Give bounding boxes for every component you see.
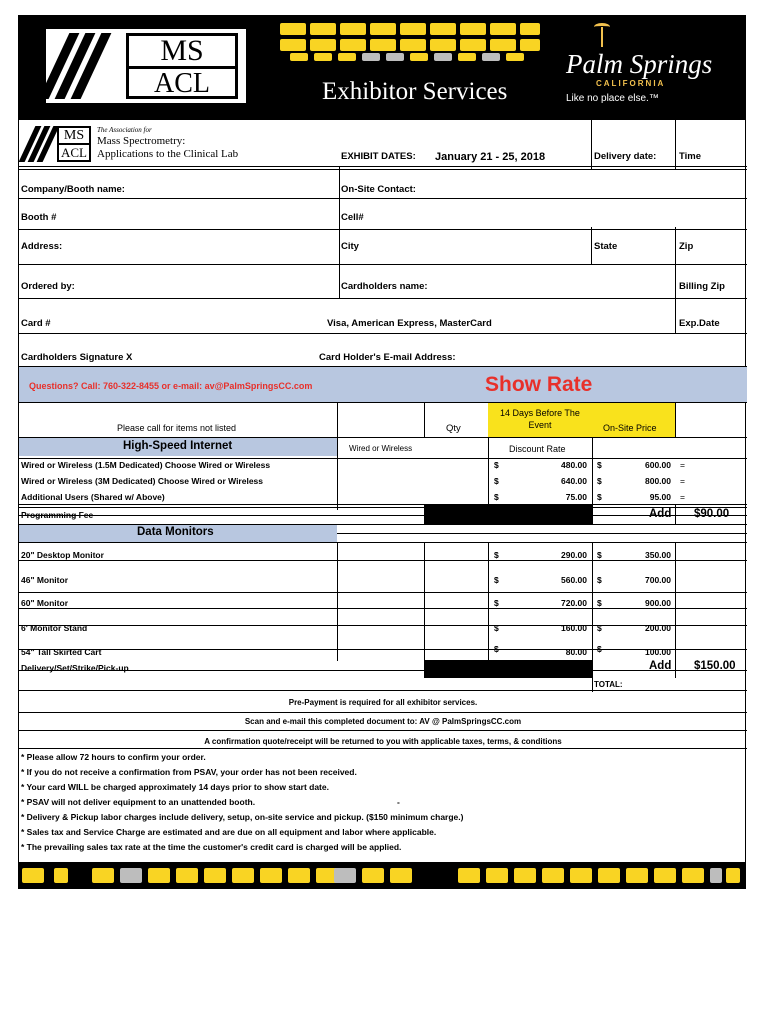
qty-header: Qty bbox=[446, 423, 461, 434]
days-before-header: 14 Days Before The Event bbox=[500, 408, 580, 430]
currency-symbol: $ bbox=[597, 550, 602, 560]
currency-symbol: $ bbox=[597, 476, 602, 486]
org-assoc: The Association for bbox=[97, 126, 152, 134]
monitor-discount-price: 80.00 bbox=[565, 647, 587, 657]
monitor-onsite-price: 200.00 bbox=[645, 623, 671, 633]
internet-item-name: Additional Users (Shared w/ Above) bbox=[21, 492, 165, 502]
prepayment-note: Pre-Payment is required for all exhibitor services. bbox=[288, 698, 478, 707]
monitor-item-name: 20" Desktop Monitor bbox=[21, 550, 104, 560]
monitor-item-name: 60" Monitor bbox=[21, 598, 69, 608]
msacl-logo bbox=[46, 29, 246, 103]
monitor-item-name: 54" Tall Skirted Cart bbox=[21, 647, 102, 657]
monitor-onsite-price: 100.00 bbox=[645, 647, 671, 657]
msacl-logo-acl: ACL bbox=[154, 68, 210, 99]
monitor-onsite-price: 700.00 bbox=[645, 575, 671, 585]
note-bullet: * Sales tax and Service Charge are estimated and are due on all equipment and labor where applicable. bbox=[21, 827, 437, 837]
currency-symbol: $ bbox=[494, 476, 499, 486]
venue-state: CALIFORNIA bbox=[596, 79, 666, 88]
internet-discount-price: 480.00 bbox=[561, 460, 587, 470]
blackout-cell bbox=[424, 660, 593, 678]
ordered-by-field[interactable]: Ordered by: bbox=[21, 281, 75, 292]
currency-symbol: $ bbox=[494, 598, 499, 608]
msacl-logo-ms: MS bbox=[129, 36, 235, 69]
internet-header: High-Speed Internet bbox=[123, 440, 233, 452]
card-email-field[interactable]: Card Holder's E-mail Address: bbox=[319, 352, 456, 363]
currency-symbol: $ bbox=[494, 575, 499, 585]
order-form bbox=[18, 120, 746, 862]
company-field[interactable]: Company/Booth name: bbox=[21, 184, 125, 195]
onsite-price-header: On-Site Price bbox=[603, 423, 657, 433]
palm-tree-icon bbox=[592, 21, 612, 45]
onsite-contact-field[interactable]: On-Site Contact: bbox=[341, 184, 416, 195]
currency-symbol: $ bbox=[494, 644, 499, 654]
delivery-date-label: Delivery date: bbox=[594, 151, 657, 162]
note-bullet: * The prevailing sales tax rate at the time the customer's credit card is charged will be applied. bbox=[21, 842, 402, 852]
delivery-label: Delivery/Set/Strike/Pick-up bbox=[21, 663, 129, 673]
city-field[interactable]: City bbox=[341, 241, 359, 252]
header-banner bbox=[18, 15, 746, 120]
currency-symbol: $ bbox=[494, 460, 499, 470]
note-bullet: * PSAV will not deliver equipment to an unattended booth. bbox=[21, 797, 256, 807]
note-bullet: * If you do not receive a confirmation from PSAV, your order has not been received. bbox=[21, 767, 357, 777]
confirmation-note: A confirmation quote/receipt will be returned to you with applicable taxes, terms, & conditions bbox=[204, 737, 562, 746]
currency-symbol: $ bbox=[494, 492, 499, 502]
internet-item-name: Wired or Wireless (3M Dedicated) Choose Wired or Wireless bbox=[21, 476, 264, 486]
add-label: Add bbox=[649, 660, 672, 672]
internet-discount-price: 640.00 bbox=[561, 476, 587, 486]
card-number-field[interactable]: Card # bbox=[21, 318, 51, 329]
equals-sign: = bbox=[680, 460, 685, 470]
decorative-blocks-top bbox=[280, 23, 550, 59]
exhibit-dates-value: January 21 - 25, 2018 bbox=[435, 151, 546, 163]
monitor-onsite-price: 350.00 bbox=[645, 550, 671, 560]
signature-field[interactable]: Cardholders Signature X bbox=[21, 352, 133, 363]
note-bullet: * Delivery & Pickup labor charges include delivery, setup, on-site service and pickup. ($150 minimum charge.) bbox=[21, 812, 464, 822]
monitor-discount-price: 720.00 bbox=[561, 598, 587, 608]
internet-onsite-price: 800.00 bbox=[645, 476, 671, 486]
org-logo bbox=[25, 124, 275, 164]
monitor-discount-price: 560.00 bbox=[561, 575, 587, 585]
discount-rate-label: Discount Rate bbox=[509, 444, 566, 454]
monitor-discount-price: 160.00 bbox=[561, 623, 587, 633]
internet-onsite-price: 95.00 bbox=[649, 492, 671, 502]
booth-field[interactable]: Booth # bbox=[21, 212, 57, 223]
cell-field[interactable]: Cell# bbox=[341, 212, 364, 223]
currency-symbol: $ bbox=[597, 623, 602, 633]
footer-banner bbox=[18, 862, 746, 889]
currency-symbol: $ bbox=[597, 644, 602, 654]
internet-item-name: Wired or Wireless (1.5M Dedicated) Choose Wired or Wireless bbox=[21, 460, 271, 470]
add-label: Add bbox=[649, 508, 672, 520]
currency-symbol: $ bbox=[597, 575, 602, 585]
billing-zip-field[interactable]: Billing Zip bbox=[679, 281, 725, 292]
monitor-discount-price: 290.00 bbox=[561, 550, 587, 560]
monitors-header: Data Monitors bbox=[137, 526, 214, 538]
equals-sign: = bbox=[680, 492, 685, 502]
wired-wireless-label: Wired or Wireless bbox=[349, 444, 413, 453]
equals-sign: = bbox=[680, 476, 685, 486]
show-rate-title: Show Rate bbox=[485, 373, 593, 396]
currency-symbol: $ bbox=[597, 598, 602, 608]
card-types: Visa, American Express, MasterCard bbox=[327, 318, 492, 329]
page-title: Exhibitor Services bbox=[322, 78, 508, 105]
internet-onsite-price: 600.00 bbox=[645, 460, 671, 470]
programming-fee-label: Programming Fee bbox=[21, 510, 94, 520]
note-bullet: * Please allow 72 hours to confirm your order. bbox=[21, 752, 206, 762]
org-logo-acl: ACL bbox=[61, 145, 87, 160]
monitor-item-name: 46" Monitor bbox=[21, 575, 69, 585]
programming-fee-price: $90.00 bbox=[694, 508, 730, 520]
address-field[interactable]: Address: bbox=[21, 241, 63, 252]
monitor-onsite-price: 900.00 bbox=[645, 598, 671, 608]
note-dash: - bbox=[397, 797, 400, 807]
questions-text: Questions? Call: 760-322-8455 or e-mail: av@PalmSpringsCC.com bbox=[29, 381, 313, 391]
cardholders-name-field[interactable]: Cardholders name: bbox=[341, 281, 428, 292]
org-name-line2: Applications to the Clinical Lab bbox=[97, 148, 239, 160]
blackout-cell bbox=[424, 504, 593, 525]
internet-discount-price: 75.00 bbox=[565, 492, 587, 502]
currency-symbol: $ bbox=[494, 623, 499, 633]
time-label: Time bbox=[679, 151, 702, 162]
venue-name: Palm Springs bbox=[566, 49, 713, 79]
exhibit-dates-label: EXHIBIT DATES: bbox=[341, 151, 416, 162]
zip-field[interactable]: Zip bbox=[679, 241, 694, 252]
scan-note: Scan and e-mail this completed document to: AV @ PalmSpringsCC.com bbox=[244, 717, 522, 726]
currency-symbol: $ bbox=[597, 492, 602, 502]
org-logo-ms: MS bbox=[59, 128, 89, 145]
venue-tagline: Like no place else.™ bbox=[566, 93, 659, 104]
note-bullet: * Your card WILL be charged approximately 14 days prior to show start date. bbox=[21, 782, 329, 792]
delivery-price: $150.00 bbox=[694, 660, 736, 672]
currency-symbol: $ bbox=[494, 550, 499, 560]
total-label: TOTAL: bbox=[594, 680, 623, 689]
state-field[interactable]: State bbox=[594, 241, 618, 252]
org-name-line1: Mass Spectrometry: bbox=[97, 135, 186, 147]
exp-date-field[interactable]: Exp.Date bbox=[679, 318, 720, 329]
currency-symbol: $ bbox=[597, 460, 602, 470]
please-call-text: Please call for items not listed bbox=[117, 423, 237, 433]
monitor-item-name: 6' Monitor Stand bbox=[21, 623, 88, 633]
